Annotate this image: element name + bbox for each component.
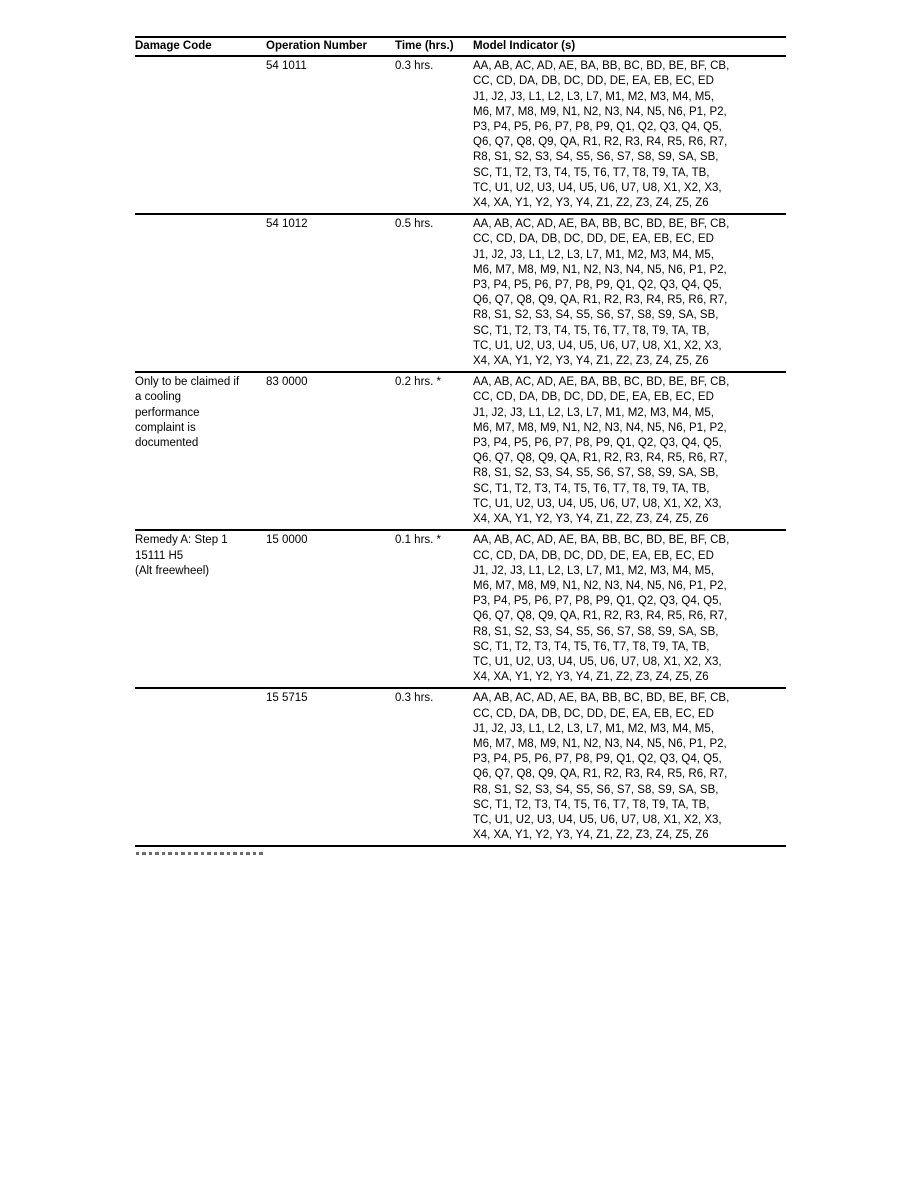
model-indicator-line: SC, T1, T2, T3, T4, T5, T6, T7, T8, T9, TA, TB, [473,166,710,179]
cut-off-row-remnant [136,852,263,855]
model-indicator-line: X4, XA, Y1, Y2, Y3, Y4, Z1, Z2, Z3, Z4, Z5, Z6 [473,197,709,210]
model-indicator-line: P3, P4, P5, P6, P7, P8, P9, Q1, Q2, Q3, Q4, Q5, [473,279,722,292]
model-indicator-line: J1, J2, J3, L1, L2, L3, L7, M1, M2, M3, M4, M5, [473,564,714,577]
model-indicator-line: P3, P4, P5, P6, P7, P8, P9, Q1, Q2, Q3, Q4, Q5, [473,595,722,608]
model-indicator-line: Q6, Q7, Q8, Q9, QA, R1, R2, R3, R4, R5, R6, R7, [473,136,728,149]
model-indicator-line: TC, U1, U2, U3, U4, U5, U6, U7, U8, X1, X2, X3, [473,339,722,352]
model-indicator-line: CC, CD, DA, DB, DC, DD, DE, EA, EB, EC, ED [473,75,714,88]
model-indicator-line: P3, P4, P5, P6, P7, P8, P9, Q1, Q2, Q3, Q4, Q5, [473,121,722,134]
damage-code-cell [135,216,266,370]
model-indicator-line: X4, XA, Y1, Y2, Y3, Y4, Z1, Z2, Z3, Z4, Z5, Z6 [473,355,709,368]
model-indicator-line: X4, XA, Y1, Y2, Y3, Y4, Z1, Z2, Z3, Z4, Z5, Z6 [473,513,709,526]
model-indicator-line: AA, AB, AC, AD, AE, BA, BB, BC, BD, BE, BF, CB, [473,218,730,231]
damage-code-line: (Alt freewheel) [135,564,210,577]
model-indicator-line: TC, U1, U2, U3, U4, U5, U6, U7, U8, X1, X2, X3, [473,497,722,510]
model-indicator-line: M6, M7, M8, M9, N1, N2, N3, N4, N5, N6, P1, P2, [473,737,727,750]
damage-code-cell [135,58,266,212]
model-indicator-cell [473,58,786,212]
table-row [135,529,786,687]
model-indicator-line: R8, S1, S2, S3, S4, S5, S6, S7, S8, S9, SA, SB, [473,309,719,322]
model-indicator-line: X4, XA, Y1, Y2, Y3, Y4, Z1, Z2, Z3, Z4, Z5, Z6 [473,829,709,842]
table-row [135,213,786,371]
damage-code-line: complaint is [135,421,196,434]
damage-code-line: performance [135,406,200,419]
table-row [135,371,786,529]
model-indicator-line: R8, S1, S2, S3, S4, S5, S6, S7, S8, S9, SA, SB, [473,783,719,796]
table-body [135,57,786,847]
model-indicator-cell [473,374,786,528]
model-indicator-line: SC, T1, T2, T3, T4, T5, T6, T7, T8, T9, TA, TB, [473,324,710,337]
damage-code-cell [135,374,266,528]
damage-code-line: Only to be claimed if [135,376,240,389]
model-indicator-line: P3, P4, P5, P6, P7, P8, P9, Q1, Q2, Q3, Q4, Q5, [473,753,722,766]
model-indicator-line: AA, AB, AC, AD, AE, BA, BB, BC, BD, BE, BF, CB, [473,376,730,389]
model-indicator-line: M6, M7, M8, M9, N1, N2, N3, N4, N5, N6, P1, P2, [473,579,727,592]
model-indicator-line: J1, J2, J3, L1, L2, L3, L7, M1, M2, M3, M4, M5, [473,722,714,735]
model-indicator-line: AA, AB, AC, AD, AE, BA, BB, BC, BD, BE, BF, CB, [473,60,730,73]
column-header-time: Time (hrs.) [395,40,454,52]
damage-code-line: Remedy A: Step 1 [135,534,228,547]
model-indicator-line: Q6, Q7, Q8, Q9, QA, R1, R2, R3, R4, R5, R6, R7, [473,610,728,623]
table-header-row [135,36,786,57]
column-header-damage-code: Damage Code [135,40,212,52]
operation-number-cell: 15 5715 [266,692,308,705]
model-indicator-line: AA, AB, AC, AD, AE, BA, BB, BC, BD, BE, BF, CB, [473,534,730,547]
model-indicator-line: Q6, Q7, Q8, Q9, QA, R1, R2, R3, R4, R5, R6, R7, [473,452,728,465]
model-indicator-line: J1, J2, J3, L1, L2, L3, L7, M1, M2, M3, M4, M5, [473,248,714,261]
operation-number-cell: 83 0000 [266,376,308,389]
time-cell: 0.3 hrs. [395,692,434,705]
model-indicator-line: Q6, Q7, Q8, Q9, QA, R1, R2, R3, R4, R5, R6, R7, [473,294,728,307]
model-indicator-line: X4, XA, Y1, Y2, Y3, Y4, Z1, Z2, Z3, Z4, Z5, Z6 [473,671,709,684]
model-indicator-line: AA, AB, AC, AD, AE, BA, BB, BC, BD, BE, BF, CB, [473,692,730,705]
model-indicator-line: CC, CD, DA, DB, DC, DD, DE, EA, EB, EC, ED [473,391,714,404]
model-indicator-line: M6, M7, M8, M9, N1, N2, N3, N4, N5, N6, P1, P2, [473,421,727,434]
model-indicator-line: J1, J2, J3, L1, L2, L3, L7, M1, M2, M3, M4, M5, [473,90,714,103]
model-indicator-line: R8, S1, S2, S3, S4, S5, S6, S7, S8, S9, SA, SB, [473,151,719,164]
column-header-model-indicator: Model Indicator (s) [473,40,576,52]
operation-number-cell: 54 1012 [266,218,308,231]
time-cell: 0.2 hrs. * [395,376,442,389]
damage-code-line: 15111 H5 [135,549,184,562]
model-indicator-line: TC, U1, U2, U3, U4, U5, U6, U7, U8, X1, X2, X3, [473,181,722,194]
table-row [135,687,786,845]
damage-code-cell [135,532,266,686]
model-indicator-line: TC, U1, U2, U3, U4, U5, U6, U7, U8, X1, X2, X3, [473,655,722,668]
model-indicator-line: SC, T1, T2, T3, T4, T5, T6, T7, T8, T9, TA, TB, [473,798,710,811]
model-indicator-line: P3, P4, P5, P6, P7, P8, P9, Q1, Q2, Q3, Q4, Q5, [473,437,722,450]
model-indicator-line: R8, S1, S2, S3, S4, S5, S6, S7, S8, S9, SA, SB, [473,467,719,480]
table-row [135,57,786,213]
model-indicator-line: SC, T1, T2, T3, T4, T5, T6, T7, T8, T9, TA, TB, [473,482,710,495]
model-indicator-line: CC, CD, DA, DB, DC, DD, DE, EA, EB, EC, ED [473,707,714,720]
operation-number-cell: 54 1011 [266,60,307,73]
damage-code-line: a cooling [135,391,182,404]
model-indicator-cell [473,532,786,686]
model-indicator-cell [473,690,786,844]
model-indicator-line: M6, M7, M8, M9, N1, N2, N3, N4, N5, N6, P1, P2, [473,263,727,276]
model-indicator-line: SC, T1, T2, T3, T4, T5, T6, T7, T8, T9, TA, TB, [473,640,710,653]
damage-code-line: documented [135,437,199,450]
model-indicator-line: Q6, Q7, Q8, Q9, QA, R1, R2, R3, R4, R5, R6, R7, [473,768,728,781]
model-indicator-line: J1, J2, J3, L1, L2, L3, L7, M1, M2, M3, M4, M5, [473,406,714,419]
operation-number-cell: 15 0000 [266,534,308,547]
damage-code-table [135,36,786,855]
model-indicator-line: CC, CD, DA, DB, DC, DD, DE, EA, EB, EC, ED [473,233,714,246]
model-indicator-cell [473,216,786,370]
time-cell: 0.1 hrs. * [395,534,442,547]
damage-code-cell [135,690,266,844]
model-indicator-line: M6, M7, M8, M9, N1, N2, N3, N4, N5, N6, P1, P2, [473,105,727,118]
time-cell: 0.5 hrs. [395,218,434,231]
column-header-operation-number: Operation Number [266,40,367,52]
model-indicator-line: TC, U1, U2, U3, U4, U5, U6, U7, U8, X1, X2, X3, [473,813,722,826]
time-cell: 0.3 hrs. [395,60,434,73]
model-indicator-line: CC, CD, DA, DB, DC, DD, DE, EA, EB, EC, ED [473,549,714,562]
model-indicator-line: R8, S1, S2, S3, S4, S5, S6, S7, S8, S9, SA, SB, [473,625,719,638]
